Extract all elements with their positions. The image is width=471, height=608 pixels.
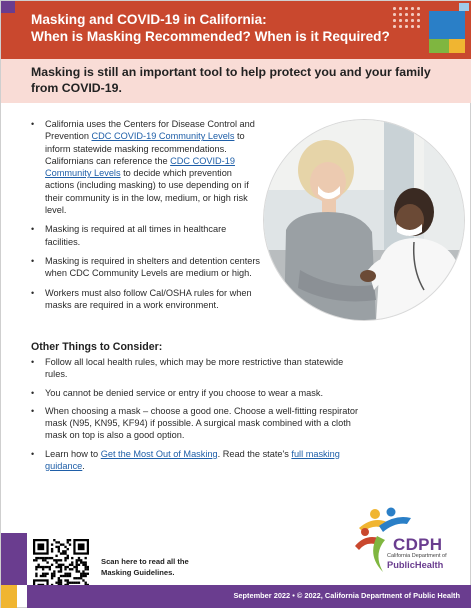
corner-block-green xyxy=(429,39,449,53)
bullet-text: to decide which prevention actions (including masking) to use depending on if their community is in the low, medium, or high risk level. xyxy=(45,168,249,216)
other-things-heading: Other Things to Consider: xyxy=(31,341,163,353)
bullet-text: to inform statewide masking recommendations. Californians can reference the xyxy=(45,131,245,166)
bottom-left-yellow-decoration xyxy=(1,585,17,608)
list-item: • You cannot be denied service or entry if you choose to wear a mask. xyxy=(31,387,361,399)
list-item: • When choosing a mask – choose a good one. Choose a well-fitting respirator mask (N95, KN95, KF94) if possible. A surgical mask combined with a cloth mask on top is also a good option. xyxy=(31,405,361,442)
dot-decoration xyxy=(399,25,402,28)
qr-caption: Scan here to read all the Masking Guidelines. xyxy=(101,557,189,577)
dot-decoration xyxy=(411,13,414,16)
dot-decoration xyxy=(405,7,408,10)
page-title xyxy=(31,11,391,45)
dot-decoration xyxy=(405,25,408,28)
dot-decoration xyxy=(399,7,402,10)
bullet-text: Learn how to xyxy=(45,448,101,459)
header-corner-decoration xyxy=(1,1,15,13)
list-item: • Follow all local health rules, which may be more restrictive than statewide rules. xyxy=(31,356,361,381)
dot-decoration xyxy=(417,13,420,16)
corner-block-yellow xyxy=(449,39,465,53)
title-line-1: Masking and COVID-19 in California: xyxy=(31,12,267,27)
full-masking-guidance-link[interactable]: full masking guidance xyxy=(45,448,340,472)
cdph-logo-icon xyxy=(353,506,465,580)
dot-decoration xyxy=(411,25,414,28)
cdc-community-levels-link[interactable]: CDC COVID-19 Community Levels xyxy=(91,131,235,142)
dot-decoration xyxy=(393,25,396,28)
header-band xyxy=(1,1,471,59)
list-item xyxy=(31,448,361,473)
get-most-out-of-masking-link[interactable]: Get the Most Out of Masking xyxy=(100,448,218,459)
bottom-left-decoration xyxy=(1,533,27,585)
subheader-text: Masking is still an important tool to help protect you and your family from COVID-19. xyxy=(31,65,431,95)
dot-decoration xyxy=(393,19,396,22)
logo-public-health: PublicHealth xyxy=(387,560,444,570)
footer-text: September 2022 • © 2022, California Department of Public Health xyxy=(233,591,460,600)
other-things-list xyxy=(31,356,361,478)
bullet-text: California uses the Centers for Disease Control and Prevention xyxy=(45,119,255,142)
dot-decoration xyxy=(399,13,402,16)
dot-decoration xyxy=(411,7,414,10)
doctor-patient-photo xyxy=(263,119,465,321)
list-item xyxy=(31,118,261,216)
dot-grid-decoration xyxy=(393,7,423,29)
dot-decoration xyxy=(393,7,396,10)
dot-decoration xyxy=(393,13,396,16)
cdc-community-levels-link-2[interactable]: CDC COVID-19 Community Levels xyxy=(45,155,235,179)
photo-illustration xyxy=(264,120,465,321)
corner-block-blue xyxy=(429,11,465,39)
bullet-text: . Read the state's xyxy=(217,448,292,459)
dot-decoration xyxy=(417,25,420,28)
corner-block-lightblue xyxy=(459,3,469,11)
dot-decoration xyxy=(405,13,408,16)
bullet-text: . xyxy=(82,461,85,472)
title-line-2: When is Masking Recommended? When is it Required? xyxy=(31,29,390,44)
dot-decoration xyxy=(399,19,402,22)
dot-decoration xyxy=(417,19,420,22)
list-item: • Masking is required at all times in healthcare facilities. xyxy=(31,223,261,248)
footer-bar xyxy=(27,585,471,608)
dot-decoration xyxy=(411,19,414,22)
list-item: • Masking is required in shelters and detention centers when CDC Community Levels are medium or high. xyxy=(31,255,261,280)
dot-decoration xyxy=(405,19,408,22)
subheader-band xyxy=(1,59,471,103)
list-item: • Workers must also follow Cal/OSHA rules for when masks are required in a work environment. xyxy=(31,287,261,312)
dot-decoration xyxy=(417,7,420,10)
logo-department: California Department of xyxy=(387,553,447,559)
logo-abbreviation: CDPH xyxy=(393,535,443,554)
masking-bullet-list xyxy=(31,118,261,318)
